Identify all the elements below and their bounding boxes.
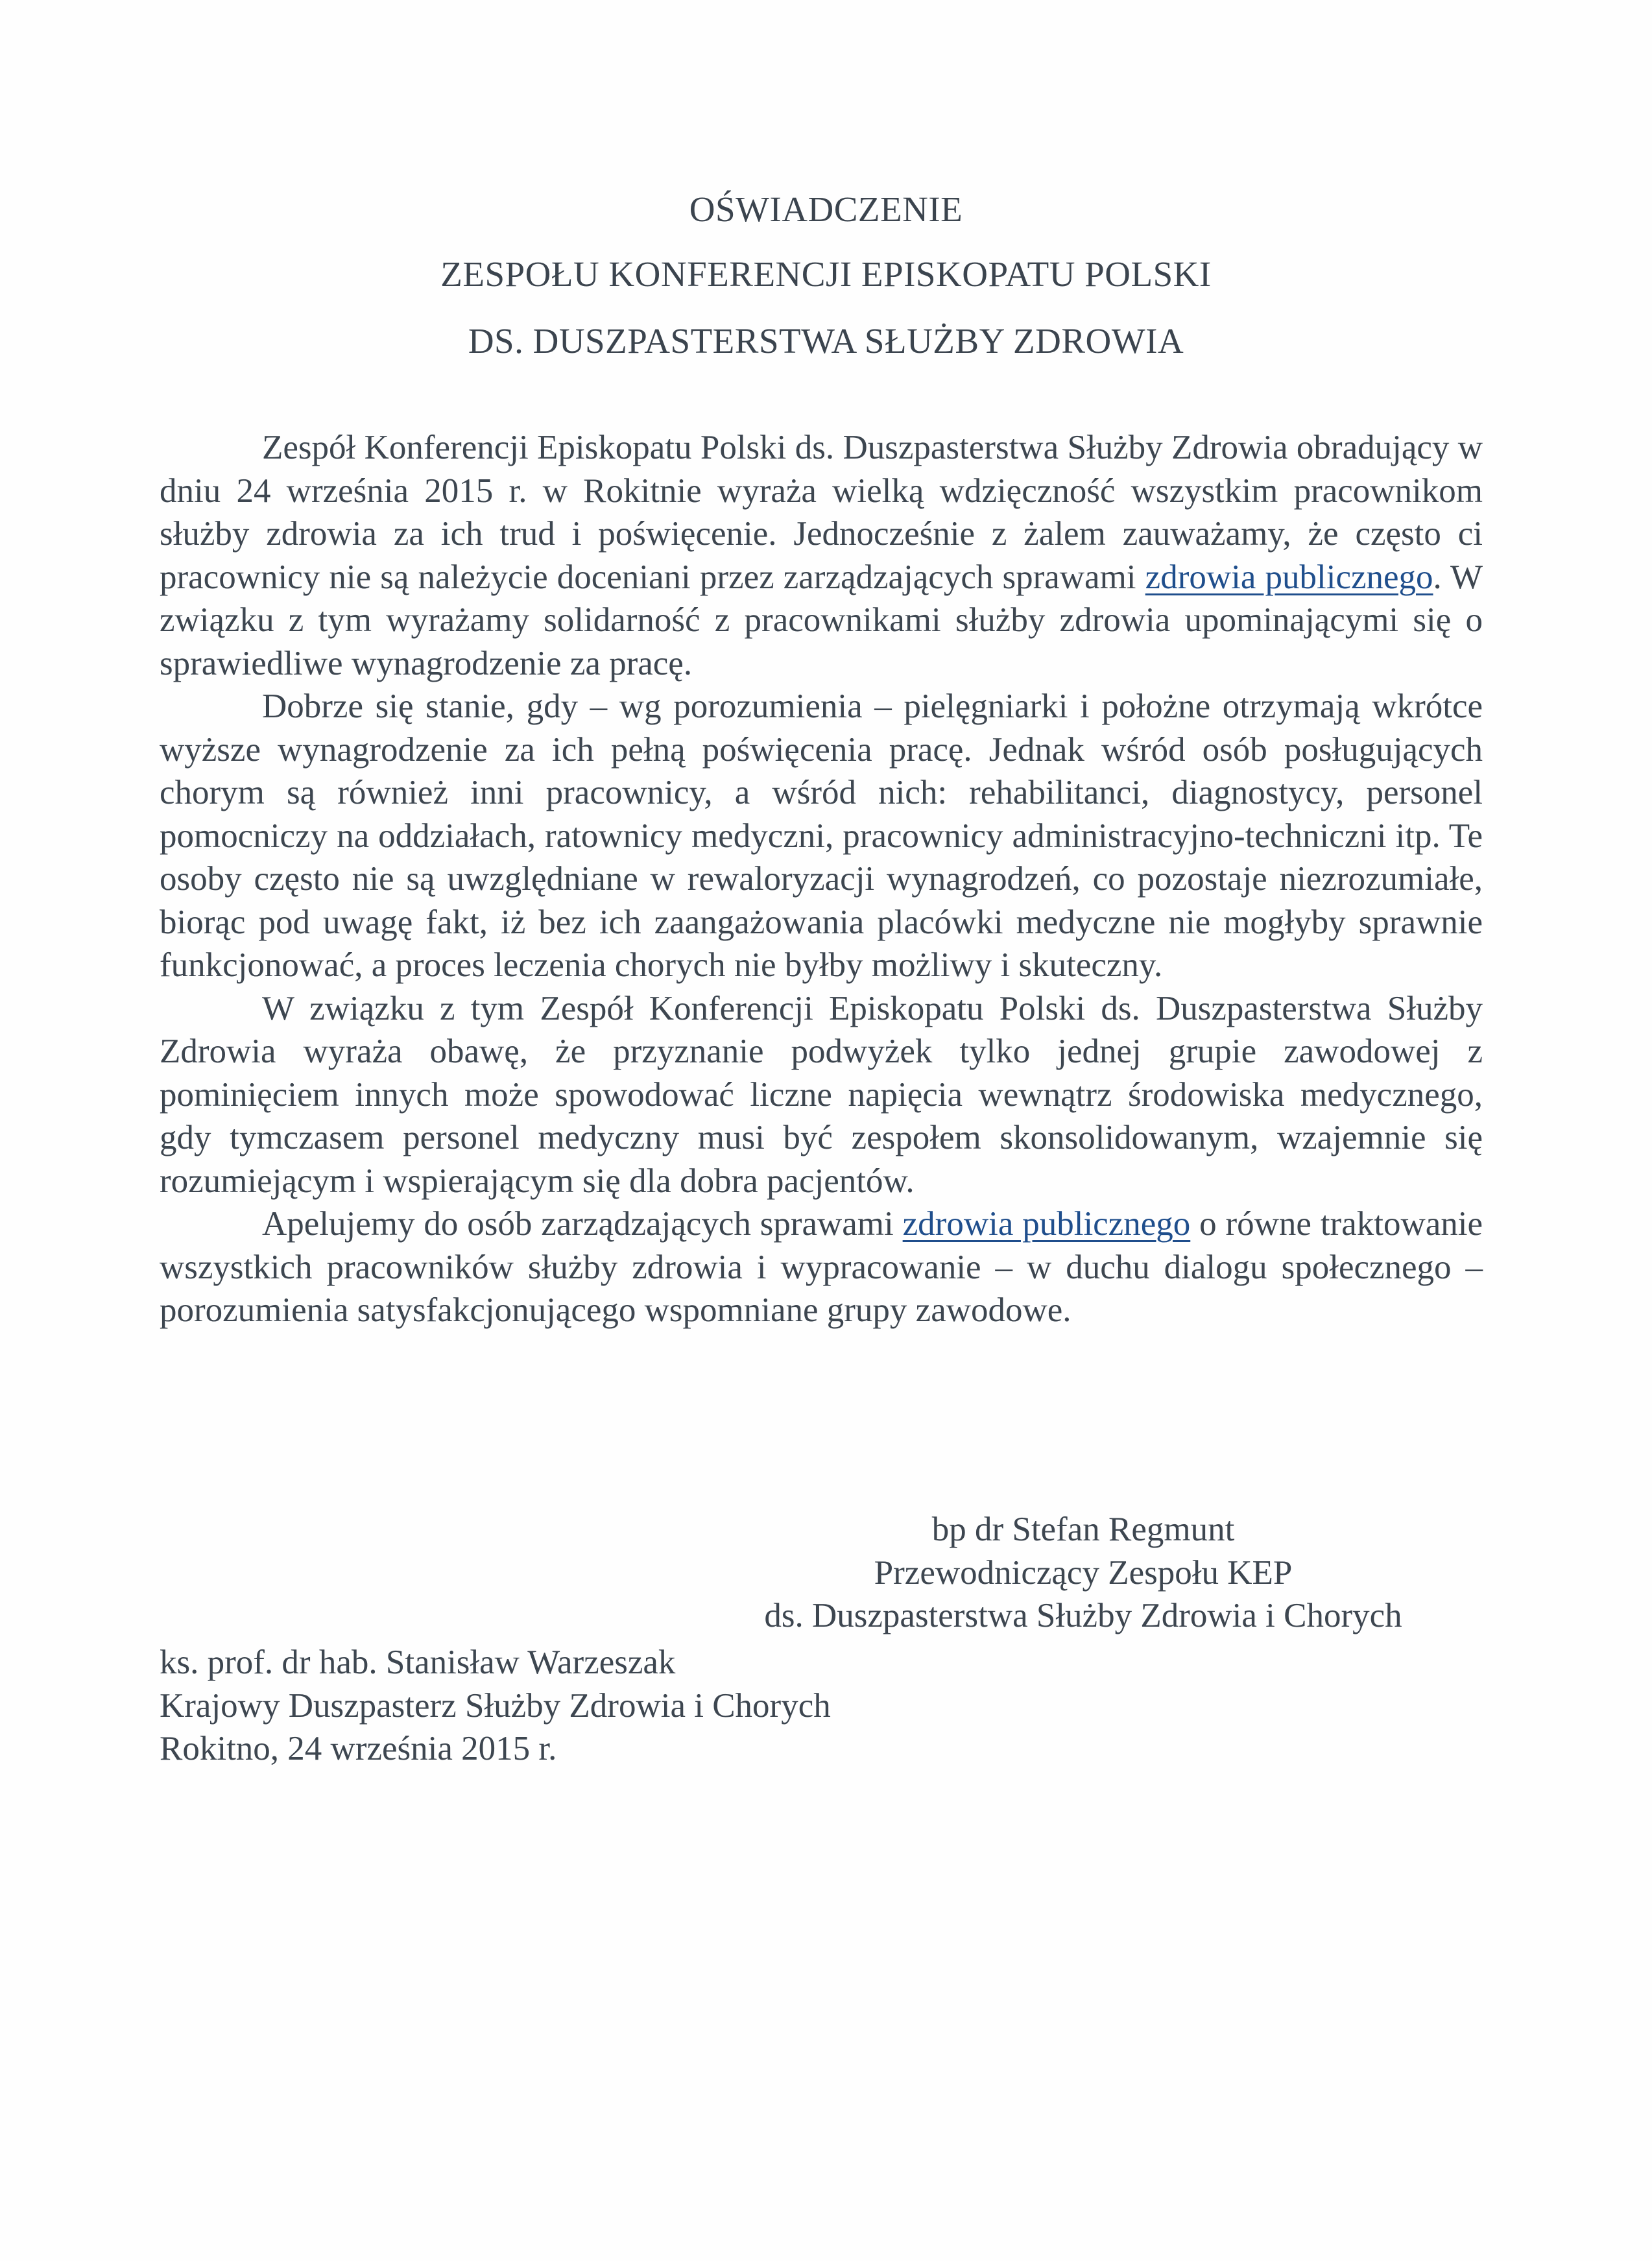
paragraph-2: Dobrze się stanie, gdy – wg porozumienia – pielęgniarki i położne otrzymają wkrótce wyższe wynagrodzenie za ich pełną poświęcenia pracę. Jednak wśród osób posługujących chorym są również inni pracownicy, a wśród nich: rehabilitanci, diagnostycy, personel pomocniczy na oddziałach, ratownicy medyczni, pracownicy administracyjno-techniczni itp. Te osoby często nie są uwzględniane w rewaloryzacji wynagrodzeń, co pozostaje niezrozumiałe, biorąc pod uwagę fakt, iż bez ich zaangażowania placówki medyczne nie mogłyby sprawnie funkcjonować, a proces leczenia chorych nie byłby możliwy i skuteczny.: [160, 688, 1483, 984]
signature-chairman-role: Przewodniczący Zespołu KEP: [874, 1553, 1293, 1592]
link-zdrowia-publicznego-1[interactable]: zdrowia publicznego: [1145, 558, 1433, 596]
signature-chairman-name: bp dr Stefan Regmunt: [931, 1511, 1235, 1548]
paragraph-3: W związku z tym Zespół Konferencji Episkopatu Polski ds. Duszpasterstwa Służby Zdrowia wyraża obawę, że przyznanie podwyżek tylko jednej grupie zawodowej z pominięciem innych może spowodować liczne napięcia wewnątrz środowiska medycznego, gdy tymczasem personel medyczny musi być zespołem skonsolidowanym, wzajemnie się rozumiejącym i wspierającym się dla dobra pacjentów.: [160, 989, 1483, 1200]
paragraph-1: [160, 426, 1483, 685]
document-title: OŚWIADCZENIE: [689, 189, 963, 229]
signature-chairman-role-detail: ds. Duszpasterstwa Służby Zdrowia i Chorych: [764, 1597, 1402, 1634]
document-subtitle-1: ZESPOŁU KONFERENCJI EPISKOPATU POLSKI: [440, 254, 1212, 294]
signature-chaplain-role: Krajowy Duszpasterz Służby Zdrowia i Chorych: [160, 1686, 831, 1725]
signature-chairman: [726, 1508, 1440, 1638]
document-subtitle-2: DS. DUSZPASTERSTWA SŁUŻBY ZDROWIA: [468, 321, 1184, 361]
paragraph-4-text-a: Apelujemy do osób zarządzających sprawami: [262, 1205, 903, 1243]
signature-chaplain-name: ks. prof. dr hab. Stanisław Warzeszak: [160, 1644, 676, 1681]
paragraph-4: [160, 1202, 1483, 1332]
paragraph-1-text-a: Zespół Konferencji Episkopatu Polski ds. Duszpasterstwa Służby Zdrowia obradujący w dniu 24 września 2015 r. w Rokitnie wyraża wielką wdzięczność wszystkim pracownikom służby zdrowia za ich trud i poświęcenie. Jednocześnie z żalem zauważamy, że często ci pracownicy nie są należycie doceniani przez zarządzających sprawami: [160, 429, 1483, 596]
paragraph-4-text-b: o równe traktowanie wszystkich pracowników służby zdrowia i wypracowanie – w duchu dialogu społecznego – porozumienia satysfakcjonującego wspomniane grupy zawodowe.: [160, 1205, 1483, 1329]
signature-national-chaplain: [160, 1641, 1068, 1771]
paragraph-1-text-b: . W związku z tym wyrażamy solidarność z pracownikami służby zdrowia upominającymi się o sprawiedliwe wynagrodzenie za pracę.: [160, 558, 1483, 682]
place-and-date: Rokitno, 24 września 2015 r.: [160, 1730, 557, 1767]
statement-body: [160, 426, 1483, 1332]
link-zdrowia-publicznego-2[interactable]: zdrowia publicznego: [902, 1205, 1191, 1243]
